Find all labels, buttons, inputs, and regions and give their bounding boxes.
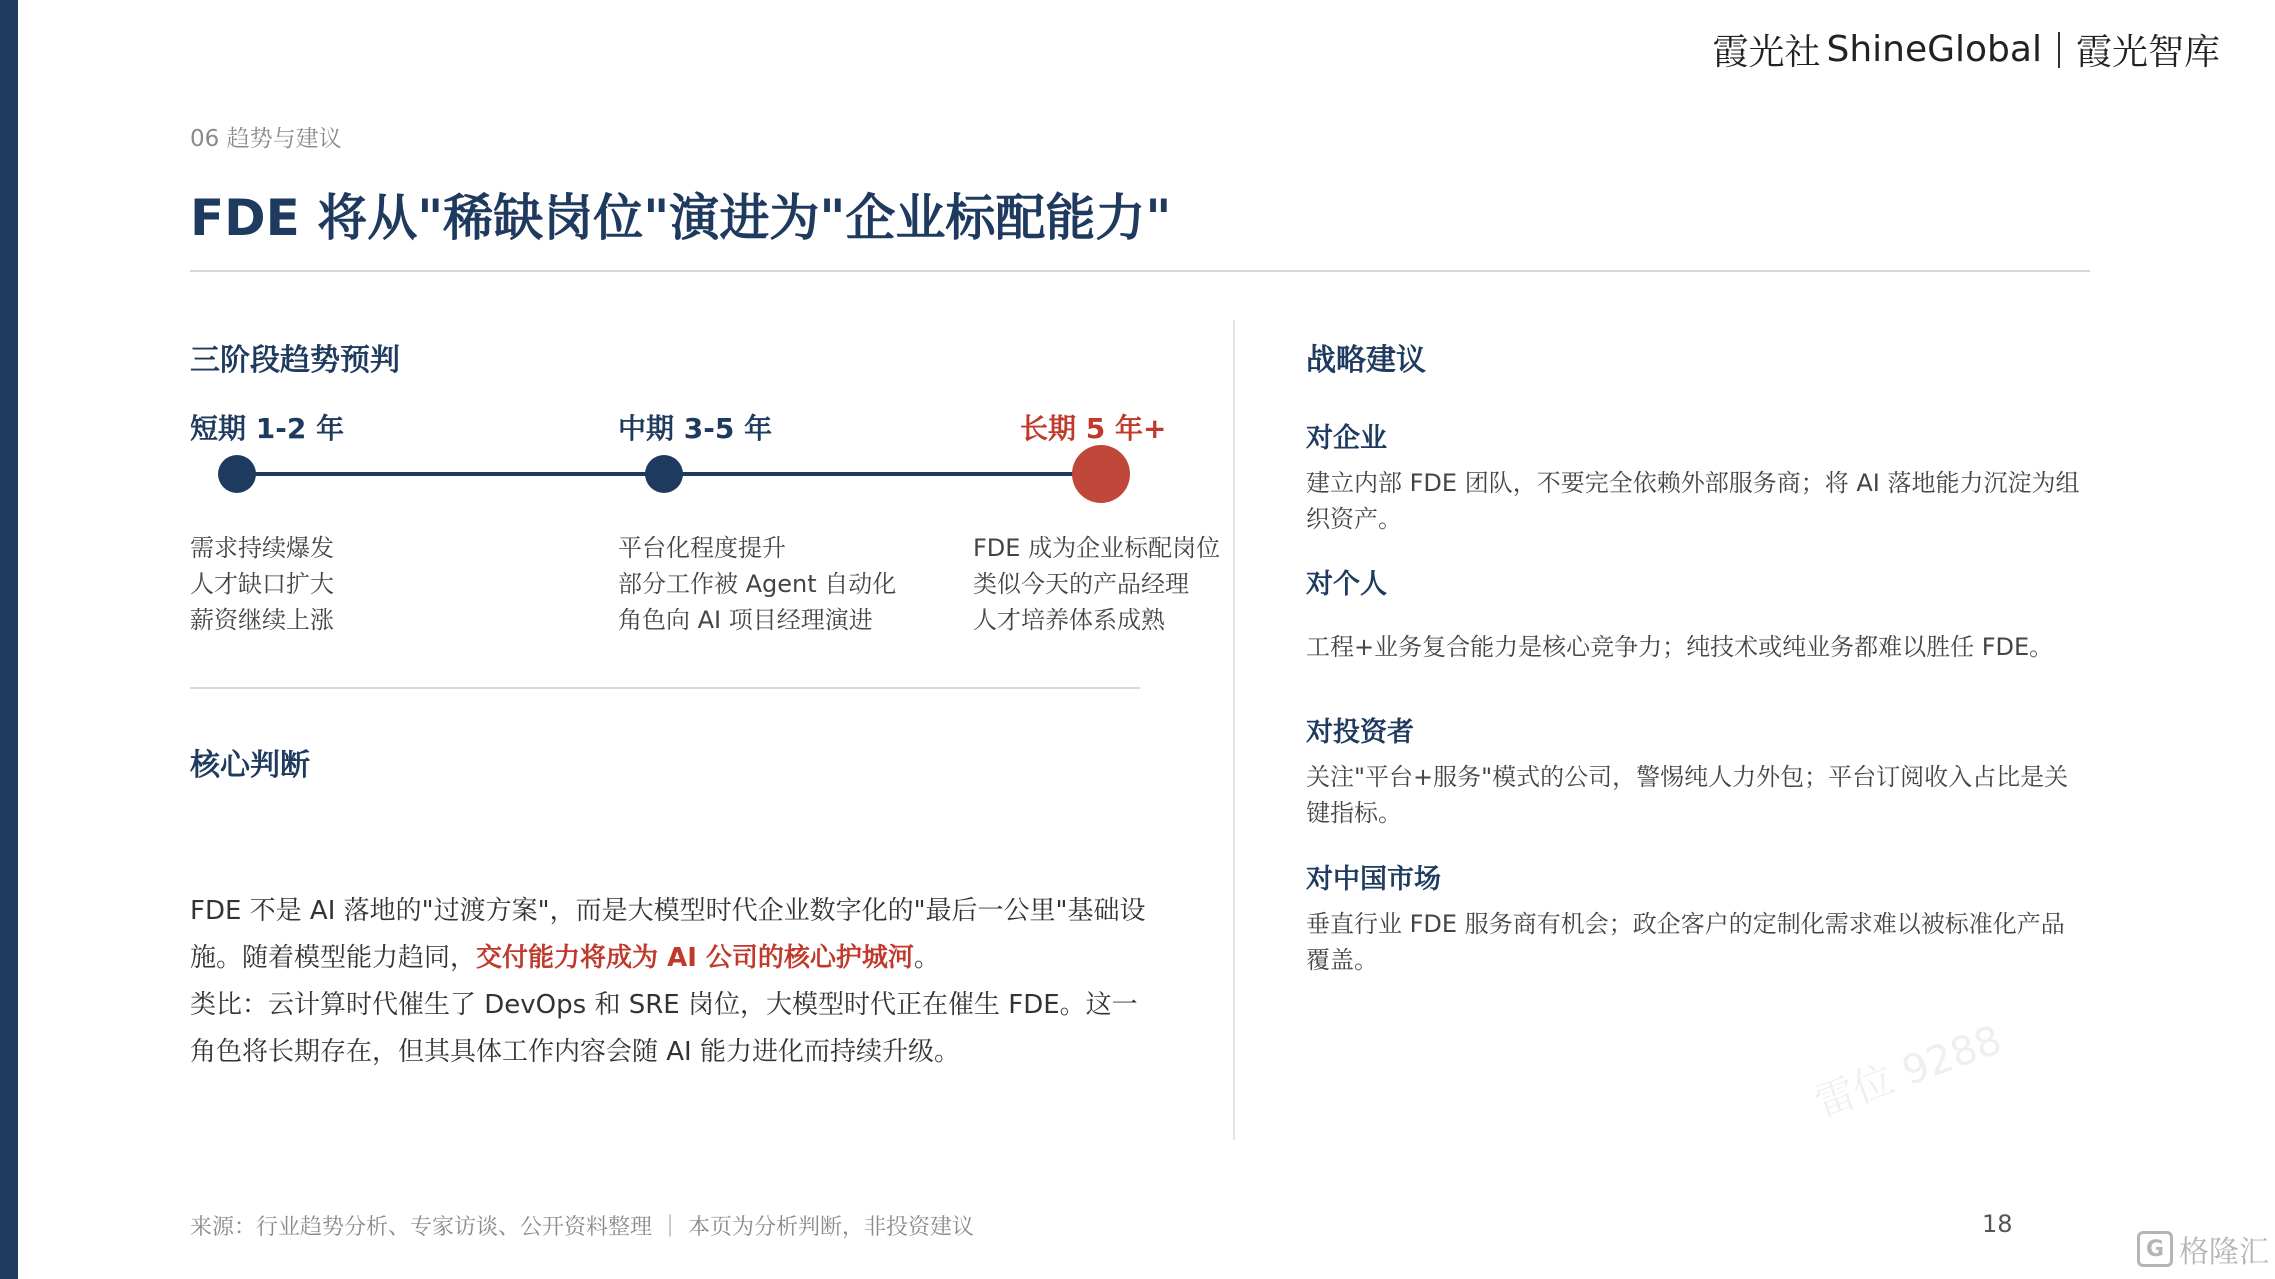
stage-label-long: 长期 5 年+ (1020, 412, 1167, 445)
advice-text-china: 垂直行业 FDE 服务商有机会；政企客户的定制化需求难以被标准化产品覆盖。 (1306, 910, 2065, 974)
brand-separator (2058, 32, 2060, 68)
stage-line: 人才培养体系成熟 (973, 606, 1165, 634)
trend-heading: 三阶段趋势预判 (190, 343, 400, 378)
advice-text-enterprise: 建立内部 FDE 团队，不要完全依赖外部服务商；将 AI 落地能力沉淀为组织资产。 (1306, 469, 2080, 533)
advice-title-enterprise: 对企业 (1306, 423, 1387, 454)
title-divider (190, 270, 2090, 272)
core-text: FDE 不是 AI 落地的"过渡方案"，而是大模型时代企业数字化的"最后一公里"基础设施。随着模型能力趋同， (190, 896, 1146, 973)
timeline-dot-short (218, 455, 256, 493)
advice-title-investor: 对投资者 (1306, 717, 1414, 748)
core-highlight: 交付能力将成为 AI 公司的核心护城河 (476, 943, 914, 973)
page-title: FDE 将从"稀缺岗位"演进为"企业标配能力" (190, 189, 1172, 247)
advice-title-china: 对中国市场 (1306, 864, 1441, 895)
stage-line: 需求持续爆发 (190, 534, 334, 562)
core-text-end: 。 (913, 943, 940, 973)
advice-heading: 战略建议 (1306, 343, 1426, 378)
gelonghui-icon: G (2137, 1231, 2173, 1267)
brand-cn: 霞光社 (1712, 32, 1821, 73)
section-divider (190, 687, 1140, 689)
stage-line: FDE 成为企业标配岗位 (973, 534, 1221, 562)
core-analogy: 类比：云计算时代催生了 DevOps 和 SRE 岗位，大模型时代正在催生 FDE。这一角色将长期存在，但其具体工作内容会随 AI 能力进化而持续升级。 (190, 990, 1138, 1067)
timeline-dot-long (1072, 445, 1130, 503)
advice-text-investor: 关注"平台+服务"模式的公司，警惕纯人力外包；平台订阅收入占比是关键指标。 (1306, 763, 2069, 827)
stage-label-mid: 中期 3-5 年 (618, 412, 773, 445)
section-tag: 06 趋势与建议 (190, 126, 342, 152)
column-divider (1233, 320, 1235, 1140)
advice-text-individual: 工程+业务复合能力是核心竞争力；纯技术或纯业务都难以胜任 FDE。 (1306, 633, 2054, 661)
page-number: 18 (1982, 1210, 2013, 1238)
brand-cn2: 霞光智库 (2075, 32, 2220, 73)
brand-logo (1712, 24, 2220, 75)
stage-text-long (973, 530, 1220, 638)
corner-logo (2137, 1227, 2269, 1271)
left-accent-bar (0, 0, 18, 1279)
core-judgment (190, 888, 1150, 1076)
brand-en: ShineGlobal (1826, 29, 2042, 70)
stage-line: 平台化程度提升 (618, 534, 786, 562)
corner-logo-text: 格隆汇 (2179, 1235, 2269, 1270)
stage-text-mid (618, 530, 896, 638)
stage-line: 类似今天的产品经理 (973, 570, 1189, 598)
timeline-dot-mid (645, 455, 683, 493)
advice-title-individual: 对个人 (1306, 569, 1387, 600)
stage-line: 角色向 AI 项目经理演进 (618, 606, 873, 634)
stage-text-short (190, 530, 334, 638)
stage-line: 薪资继续上涨 (190, 606, 334, 634)
core-heading: 核心判断 (190, 748, 310, 783)
stage-label-short: 短期 1-2 年 (190, 412, 345, 445)
stage-line: 部分工作被 Agent 自动化 (618, 570, 897, 598)
footer-source: 来源：行业趋势分析、专家访谈、公开资料整理 ｜ 本页为分析判断，非投资建议 (190, 1215, 974, 1240)
stage-line: 人才缺口扩大 (190, 570, 334, 598)
watermark: 雷位 9288 (1809, 1016, 2008, 1127)
